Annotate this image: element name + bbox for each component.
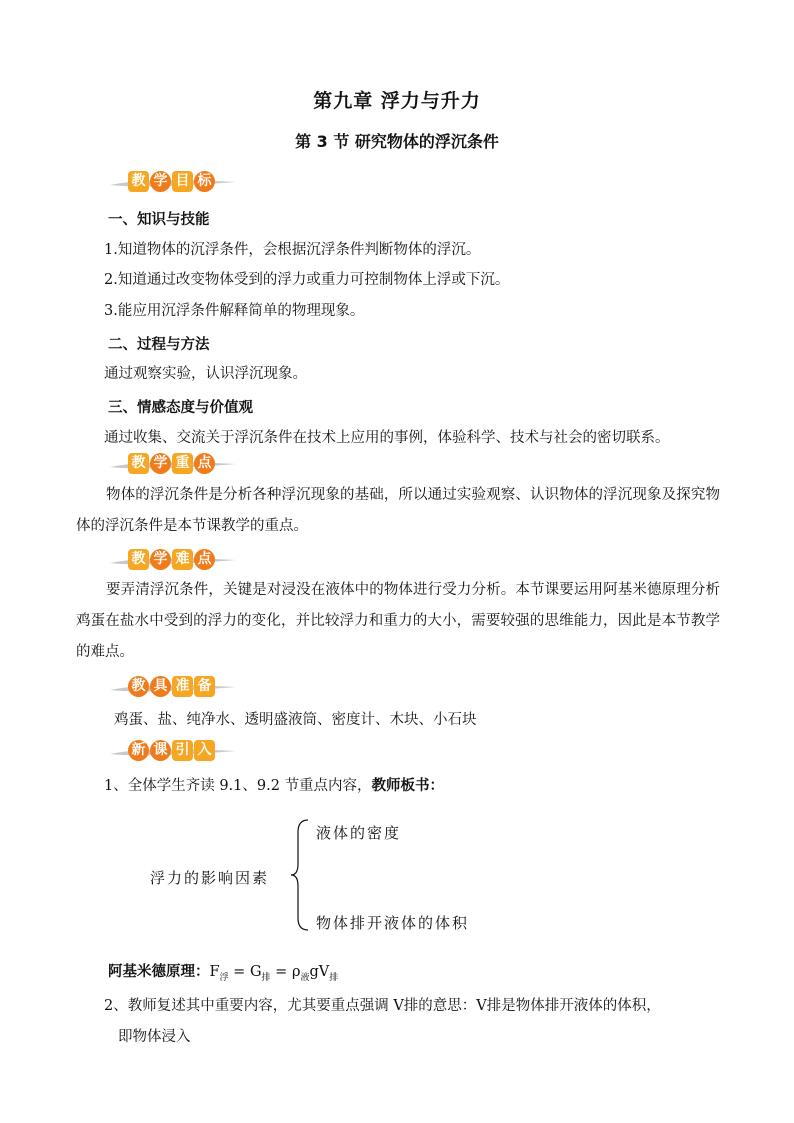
intro-step-1-bold: 教师板书： xyxy=(371,778,445,794)
badge-char: 具 xyxy=(150,676,171,697)
objective-item: 1.知道物体的沉浮条件，会根据沉浮条件判断物体的浮沉。 xyxy=(104,242,481,258)
badge-char: 教 xyxy=(128,549,149,570)
badge-char: 备 xyxy=(194,676,215,697)
badge-char: 学 xyxy=(150,549,171,570)
badge-char: 点 xyxy=(194,549,215,570)
heading-process-method: 二、过程与方法 xyxy=(108,337,210,353)
formula-symbol: gV xyxy=(309,964,330,980)
formula-symbol: G xyxy=(249,964,262,980)
badge-char: 新 xyxy=(128,740,149,761)
chapter-title: 第九章 浮力与升力 xyxy=(313,90,481,112)
formula-subscript: 浮 xyxy=(219,972,229,983)
objective-item: 3.能应用沉浮条件解释简单的物理现象。 xyxy=(104,303,365,319)
heading-knowledge-skills: 一、知识与技能 xyxy=(108,212,210,228)
section-title: 第 3 节 研究物体的浮沉条件 xyxy=(295,132,499,151)
badge-char: 引 xyxy=(172,740,193,761)
formula-equals: = xyxy=(228,964,250,980)
badge-char: 学 xyxy=(150,171,171,192)
formula-subscript: 排 xyxy=(329,972,339,983)
difficulties-text: 要弄清浮沉条件，关键是对浸没在液体中的物体进行受力分析。本节课要运用阿基米德原理分析鸡蛋在盐水中受到的浮力的变化，并比较浮力和重力的大小，需要较强的思维能力，因此是本节教学的难点。 xyxy=(76,582,720,660)
materials-text: 鸡蛋、盐、纯净水、透明盛液筒、密度计、木块、小石块 xyxy=(114,712,477,728)
objective-item: 2.知道通过改变物体受到的浮力或重力可控制物体上浮或下沉。 xyxy=(104,272,510,288)
heading-attitude-values: 三、情感态度与价值观 xyxy=(108,400,253,416)
curly-brace-icon xyxy=(290,818,310,933)
badge-char: 点 xyxy=(194,453,215,474)
intro-step-1 xyxy=(104,776,444,796)
brace-label: 浮力的影响因素 xyxy=(150,869,270,887)
badge-char: 教 xyxy=(128,171,149,192)
brace-diagram xyxy=(150,818,550,933)
badge-char: 难 xyxy=(172,549,193,570)
intro-badge xyxy=(108,737,216,763)
badge-char: 准 xyxy=(172,676,193,697)
key-points-text: 物体的浮沉条件是分析各种浮沉现象的基础，所以通过实验观察、认识物体的浮沉现象及探究物体的浮沉条件是本节课教学的重点。 xyxy=(76,487,720,534)
process-text: 通过观察实验，认识浮沉现象。 xyxy=(104,366,307,382)
formula-symbol: F xyxy=(209,964,220,980)
brace-item-volume: 物体排开液体的体积 xyxy=(316,914,470,932)
attitude-text: 通过收集、交流关于浮沉条件在技术上应用的事例，体验科学、技术与社会的密切联系。 xyxy=(104,430,670,446)
intro-step-1-text: 1、全体学生齐读 9.1、9.2 节重点内容， xyxy=(104,778,372,794)
badge-char: 重 xyxy=(172,453,193,474)
brace-item-density: 液体的密度 xyxy=(316,824,402,842)
archimedes-formula xyxy=(108,960,338,983)
formula-symbol: ρ xyxy=(291,964,301,980)
badge-char: 学 xyxy=(150,453,171,474)
formula-subscript: 液 xyxy=(300,972,310,983)
badge-char: 目 xyxy=(172,171,193,192)
badge-char: 教 xyxy=(128,453,149,474)
badge-char: 标 xyxy=(194,171,215,192)
intro-step-2-line-1: 2、教师复述其中重要内容，尤其要重点强调 V排的意思：V排是物体排开液体的体积， xyxy=(104,998,661,1014)
materials-badge xyxy=(108,673,216,699)
formula-label: 阿基米德原理： xyxy=(108,964,210,980)
badge-char: 入 xyxy=(194,740,215,761)
objectives-badge xyxy=(108,168,216,194)
difficulties-badge xyxy=(108,546,216,572)
formula-equals: = xyxy=(270,964,292,980)
badge-char: 教 xyxy=(128,676,149,697)
formula-subscript: 排 xyxy=(261,972,271,983)
intro-step-2-line-2: 即物体浸入 xyxy=(118,1029,191,1045)
key-points-badge xyxy=(108,450,216,476)
badge-char: 课 xyxy=(150,740,171,761)
